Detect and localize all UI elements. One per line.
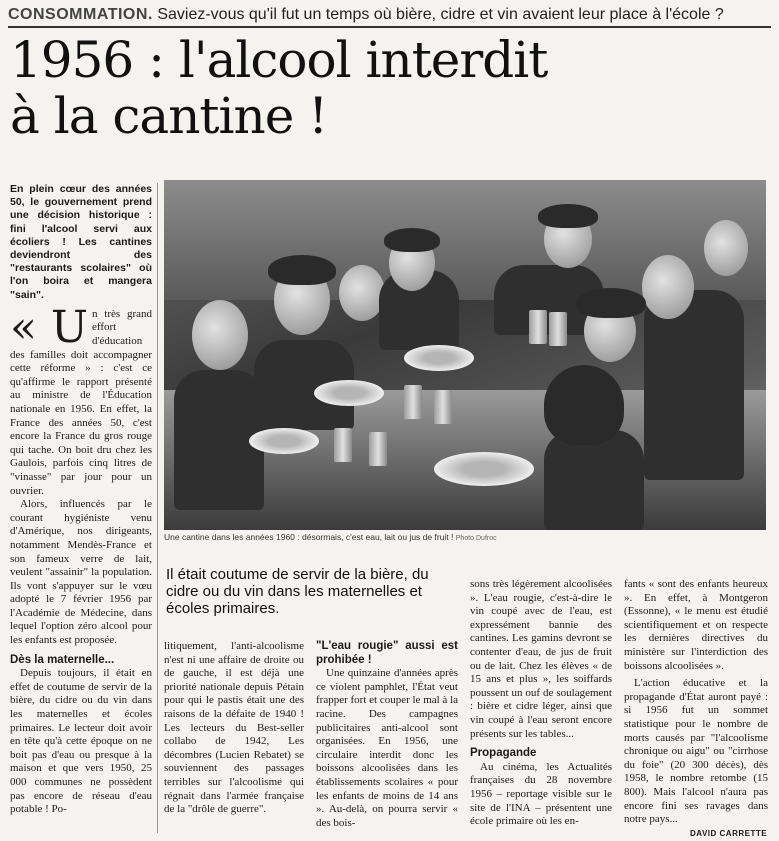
column-2: [164, 640, 304, 817]
section-rubric: [8, 4, 771, 28]
photo-cup: [549, 312, 567, 346]
column-4: [470, 578, 612, 829]
cantine-photo: [164, 180, 766, 530]
photo-caption: [164, 532, 766, 542]
col1-paragraph-2: Alors, influencés par le courant hygiéniste venu d'Amérique, nos dirigeants, notamment Mendès-France et son fameux verre de lait, veulent "assainir" la population. Ils vont s'appuyer sur le vœu adopté le 7 février 1956 par l'Académie de Médecine, dans lequel l'option zéro alcool pour les enfants est proposée.: [10, 498, 152, 647]
rubric-tag: CONSOMMATION.: [8, 6, 153, 23]
col4-subhead: Propagande: [470, 747, 537, 760]
col3-paragraph-1: Une quinzaine d'années après ce violent pamphlet, l'État veut frapper fort et couper le mal à la racine. Des campagnes publicitaires anti-alcool sont organisées. En 1956, une circulaire interdit donc les boissons alcoolisées dans les établissements scolaires « pour les enfants de moins de 14 ans ». Au-delà, on pourra servir « des bois-: [316, 667, 459, 829]
photo-child-face: [192, 300, 248, 370]
col4-paragraph-1: sons très légèrement alcoolisées ». L'eau rougie, c'est-à-dire le vin coupé avec de l'eau, est expressément bannie des cantines. Les gamins devront se contenter d'eau, de jus de fruit ou de lait. Chez les élèves « de 15 ans et plus », les soiffards poussent un ouf de soulagement : bière et cidre léger, ainsi que vin coupé à l'eau seront encore présents sur les tables...: [470, 578, 612, 740]
col5-paragraph-1: fants « sont des enfants heureux ». En effet, à Montgeron (Essonne), « le menu est étudié scientifiquement et on respecte les dernières directives du ministère sur l'interdiction des boissons alcoolisées ».: [624, 578, 768, 672]
intro-text: En plein cœur des années 50, le gouvernement prend une décision historique : fini l'alcool servi aux écoliers ! Les cantines deviendront des "restaurants scolaires" où l'on boira et mangera "sain".: [10, 183, 152, 301]
col5-paragraph-2: L'action éducative et la propagande d'État auront payé : si 1956 fut un sommet statistique pour le nombre de morts causés par "l'alcoolisme chronique ou aigu" ou "cirrhose du foie" (20 300 décès), dès 1958, le nombre retombe (15 800). Mais l'alcool n'aura pas encore fini ses ravages dans notre pays...: [624, 677, 768, 826]
column-divider: [157, 183, 158, 833]
photo-hair: [538, 204, 598, 228]
photo-plate: [314, 380, 384, 406]
photo-plate: [249, 428, 319, 454]
photo-cup: [334, 428, 352, 462]
photo-hair: [576, 288, 646, 318]
left-column: [10, 183, 152, 817]
col4-paragraph-2: Au cinéma, les Actualités françaises du 28 novembre 1956 – reportage visible sur le site de l'INA – présentent une école primaire où les en-: [470, 760, 612, 828]
photo-child: [644, 290, 744, 480]
photo-plate: [434, 452, 534, 486]
rubric-subtitle: Saviez-vous qu'il fut un temps où bière, cidre et vin avaient leur place à l'école ?: [157, 6, 724, 23]
photo-credit: Photo Dufroc: [455, 535, 497, 542]
photo-cup: [369, 432, 387, 466]
photo-hair: [544, 365, 624, 445]
photo-cup: [529, 310, 547, 344]
photo-cup: [434, 390, 452, 424]
col1-paragraph-3: Depuis toujours, il était en effet de coutume de servir de la bière, du cidre ou du vin dans les maternelles et écoles primaires. Le lecteur doit avoir en tête qu'à cette époque on ne boit pas d'eau ou presque à la maison et que vers 1950, 25 000 communes ne possèdent pas encore de réseau d'eau potable ! Po-: [10, 667, 152, 816]
photo-child: [544, 430, 644, 530]
col1-subhead: Dès la maternelle...: [10, 653, 115, 666]
column-3: [316, 640, 458, 830]
headline: [10, 32, 770, 144]
photo-plate: [404, 345, 474, 371]
headline-line2: à la cantine !: [10, 87, 328, 145]
photo-child-face: [642, 255, 694, 319]
col3-subhead: "L'eau rougie" aussi est prohibée !: [316, 640, 458, 666]
col2-paragraph-1: litiquement, l'anti-alcoolisme n'est ni une affaire de droite ou de gauche, il est déjà une priorité nationale depuis Pétain pour qui le pastis était une des raisons de la défaite de 1940 ! Les lecteurs du Best-seller collabo de 1942, Les décombres (Lucien Rebatet) se souviennent des passages terribles sur l'alcoolisme qui régnait dans l'armée française de la "drôle de guerre".: [164, 640, 304, 816]
photo-hair: [268, 255, 336, 285]
headline-line1: 1956 : l'alcool interdit: [10, 31, 548, 89]
caption-text: Une cantine dans les années 1960 : désormais, c'est eau, lait ou jus de fruit !: [164, 532, 454, 542]
photo-child-face: [704, 220, 748, 276]
photo-cup: [404, 385, 422, 419]
pull-quote: Il était coutume de servir de la bière, du cidre ou du vin dans les maternelles et écoles primaires.: [166, 566, 429, 617]
photo-hair: [384, 228, 440, 252]
col1-paragraph-1: n très grand effort d'éducation des familles doit accompagner cette réforme » : c'est ce qu'affirme le rapport présenté au ministre de l'Éducation nationale en 1956. En effet, la France des années 50, c'est encore la France du gros rouge qui tache. On boit dru chez les Gaulois, parfois cinq litres de "vinasse" par jour pour un ouvrier.: [10, 307, 152, 497]
author-signature: DAVID CARRETTE: [690, 829, 768, 838]
dropcap: « U: [10, 301, 88, 353]
column-5: [624, 578, 768, 827]
